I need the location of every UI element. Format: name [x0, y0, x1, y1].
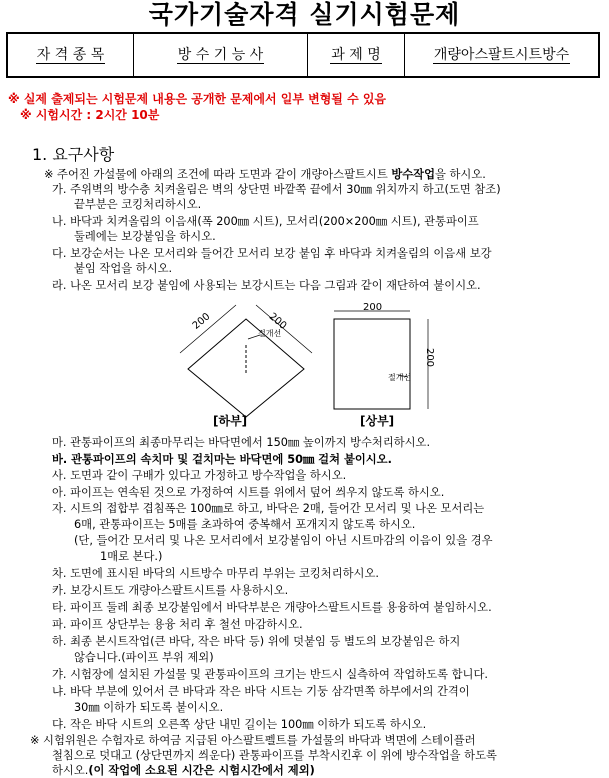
line-26: ※ 시험위원은 수험자로 하여금 지급된 아스팔트펠트를 가설물의 바닥과 벽면에 스테이플러: [30, 734, 476, 747]
line-27: 철침으로 덧대고 (상단면까지 씌운다) 관통파이프를 부착시킨후 이 위에 방수작업을 하도록: [52, 749, 497, 762]
label-lower: [하부]: [213, 414, 248, 428]
line-16: 차. 도면에 표시된 바닥의 시트방수 마무리 부위는 코킹처리하시오.: [52, 567, 379, 580]
cut-label-right: 절개선: [388, 373, 412, 382]
line-13: 6매, 관통파이프는 5매를 초과하여 중복해서 포개지지 않도록 하시오.: [74, 518, 416, 531]
dim-left-b: 200: [266, 311, 289, 332]
line-7: 라. 나온 모서리 보강 붙임에 사용되는 보강시트는 다음 그림과 같이 재단하여 붙이시오.: [52, 279, 481, 292]
line-3: 나. 바닥과 치켜올림의 이음새(폭 200㎜ 시트), 모서리(200×200㎜ 시트), 관통파이프: [52, 215, 479, 228]
line-21: 않습니다.(파이프 부위 제외): [74, 651, 214, 664]
line-0: ※ 주어진 가설물에 아래의 조건에 따라 도면과 같이 개량아스팔트시트 방수작업을 하시오.: [44, 168, 486, 181]
cell-label-type: 자 격 종 목: [8, 34, 134, 76]
dim-left-a: 200: [190, 311, 213, 332]
cell-label-subject: 과 제 명: [308, 34, 405, 76]
line-1: 가. 주위벽의 방수층 치켜올림은 벽의 상단면 바깥쪽 끝에서 30㎜ 위치까지 하고(도면 참조): [52, 183, 501, 196]
info-table: [6, 32, 600, 78]
line-5: 다. 보강순서는 나온 모서리와 들어간 모서리 보강 붙임 후 바닥과 치켜올림의 이음새 보강: [52, 247, 492, 260]
line-10: 사. 도면과 같이 구배가 있다고 가정하고 방수작업을 하시오.: [52, 469, 347, 482]
line-18: 타. 파이프 둘레 최종 보강붙임에서 바닥부분은 개량아스팔트시트를 용융하여 붙임하시오.: [52, 601, 492, 614]
line-24: 30㎜ 이하가 되도록 붙이시오.: [74, 701, 224, 714]
line-12: 자. 시트의 접합부 겹침폭은 100㎜로 하고, 바닥은 2매, 들어간 모서리 및 나온 모서리는: [52, 502, 485, 515]
line-15: 1매로 본다.): [100, 550, 163, 563]
line-19: 파. 파이프 상단부는 용융 처리 후 철선 마감하시오.: [52, 618, 303, 631]
line-4: 둘레에는 보강붙임을 하시오.: [74, 230, 216, 243]
line-20: 하. 최종 본시트작업(큰 바닥, 작은 바닥 등) 위에 덧붙임 등 별도의 보강붙임은 하지: [52, 635, 461, 648]
cell-value-subject: 개량아스팔트시트방수: [433, 46, 570, 63]
line-17: 카. 보강시트도 개량아스팔트시트를 사용하시오.: [52, 584, 289, 597]
line-22: 갸. 시험장에 설치된 가설물 및 관통파이프의 크기는 반드시 실측하여 작업하도록 합니다.: [52, 668, 488, 681]
line-23: 냐. 바닥 부분에 있어서 큰 바닥과 작은 바닥 시트는 기둥 삼각면쪽 하부에서의 간격이: [52, 685, 470, 698]
label-upper: [상부]: [360, 414, 395, 428]
line-14: (단, 들어간 모서리 및 나온 모서리에서 보강붙임이 아닌 시트마감의 이음이 있을 경우: [74, 534, 493, 547]
page-title: 국가기술자격 실기시험문제: [148, 0, 461, 29]
time-warning: ※ 시험시간 : 2시간 10분: [20, 108, 160, 122]
section-title: 1. 요구사항: [32, 145, 115, 164]
dim-right-top: 200: [363, 302, 383, 313]
line-8: 마. 관통파이프의 최종마무리는 바닥면에서 150㎜ 높이까지 방수처리하시오.: [52, 436, 431, 449]
cut-label-left: 절개선: [258, 329, 282, 338]
line-2: 끝부분은 코킹처리하시오.: [74, 198, 202, 211]
cell-value-type: 방 수 기 능 사: [134, 34, 308, 76]
notice-warning: ※ 실제 출제되는 시험문제 내용은 공개한 문제에서 일부 변형될 수 있음: [8, 92, 387, 106]
line-6: 붙임 작업을 하시오.: [74, 262, 173, 275]
line-11: 아. 파이프는 연속된 것으로 가정하여 시트를 위에서 덮어 씌우지 않도록 하시오.: [52, 486, 445, 499]
dim-line-a: [180, 305, 236, 353]
line-9: 바. 관통파이프의 속치마 및 겉치마는 바닥면에 50㎜ 걸쳐 붙이시오.: [52, 453, 392, 466]
line-25: 댜. 작은 바닥 시트의 오른쪽 상단 내민 길이는 100㎜ 이하가 되도록 하시오.: [52, 718, 427, 731]
line-28: 하시오.(이 작업에 소요된 시간은 시험시간에서 제외): [52, 764, 315, 777]
square-outline: [334, 319, 410, 409]
dim-right-side: 200: [424, 347, 436, 368]
